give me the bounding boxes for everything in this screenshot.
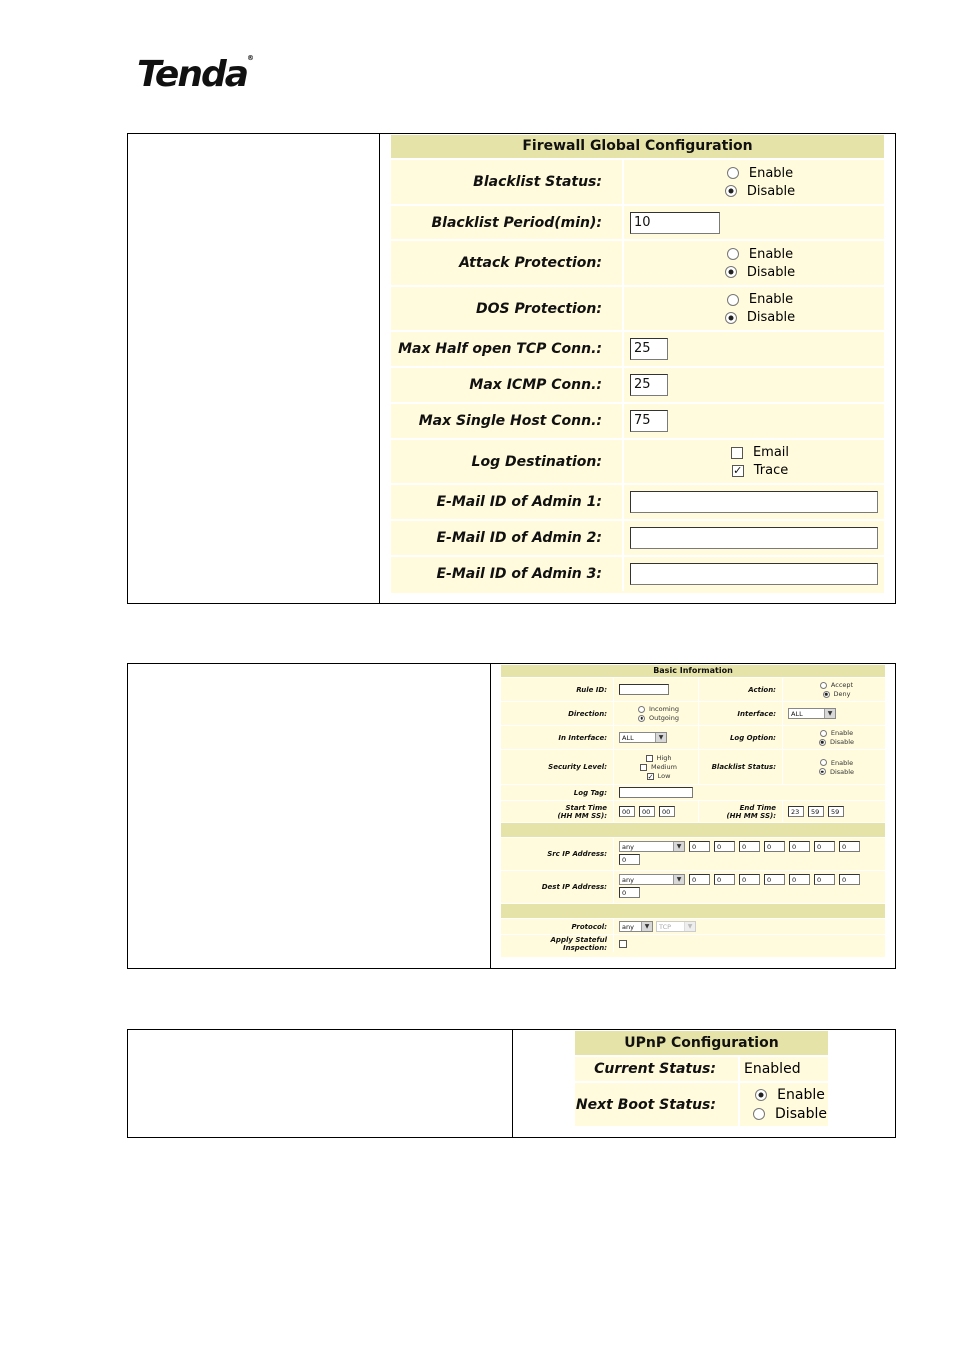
dos-disable-option[interactable]: Disable xyxy=(719,309,795,327)
chevron-down-icon[interactable]: ▼ xyxy=(641,922,652,931)
label-current-status: Current Status: xyxy=(575,1057,740,1081)
section-divider xyxy=(501,822,885,837)
checkbox-checked-icon[interactable]: ✓ xyxy=(733,463,743,477)
src-ip-octet[interactable]: 0 xyxy=(814,841,835,852)
dest-ip-octet[interactable]: 0 xyxy=(714,874,735,885)
chevron-down-icon[interactable]: ▼ xyxy=(673,842,684,851)
basic-information-panel xyxy=(501,665,885,957)
dest-ip-octet[interactable]: 0 xyxy=(814,874,835,885)
protocol-select[interactable]: any ▼ xyxy=(619,921,653,932)
blacklist-disable-option[interactable]: Disable xyxy=(719,182,795,200)
row-security-level xyxy=(501,749,885,784)
src-ip-octet[interactable]: 0 xyxy=(764,841,785,852)
label-action: Action: xyxy=(698,678,783,701)
blacklist-period-input[interactable]: 10 xyxy=(630,212,720,234)
src-ip-octet[interactable]: 0 xyxy=(714,841,735,852)
dest-ip-octet[interactable]: 0 xyxy=(619,887,640,898)
rule-id-input[interactable] xyxy=(619,684,669,695)
label-direction: Direction: xyxy=(501,702,614,725)
log-option-enable[interactable]: Enable xyxy=(820,729,853,738)
radio-icon[interactable] xyxy=(820,682,827,689)
row-email-admin3 xyxy=(391,555,884,591)
end-hh-input[interactable]: 23 xyxy=(788,806,804,817)
dos-enable-option[interactable]: Enable xyxy=(721,291,793,309)
label-in-interface: In Interface: xyxy=(501,726,614,749)
label-interface: Interface: xyxy=(698,702,783,725)
max-icmp-input[interactable]: 25 xyxy=(630,374,668,396)
row-blacklist-period xyxy=(391,204,884,239)
tenda-logo: Tenda® xyxy=(137,54,255,95)
action-deny-option[interactable]: Deny xyxy=(823,690,851,699)
upnp-config-panel xyxy=(575,1031,828,1126)
log-trace-option[interactable]: ✓ Trace xyxy=(733,463,789,478)
row-email-admin2 xyxy=(391,519,884,555)
max-half-open-input[interactable]: 25 xyxy=(630,338,668,360)
end-ss-input[interactable]: 59 xyxy=(828,806,844,817)
next-boot-enable-option[interactable]: Enable xyxy=(747,1086,825,1105)
label-rule-blacklist-status: Blacklist Status: xyxy=(698,750,783,784)
log-email-option[interactable]: Email xyxy=(725,444,789,462)
radio-icon[interactable] xyxy=(820,730,827,737)
chevron-down-icon[interactable]: ▼ xyxy=(673,875,684,884)
label-blacklist-status: Blacklist Status: xyxy=(391,160,624,204)
label-max-icmp: Max ICMP Conn.: xyxy=(391,368,624,402)
email-admin3-input[interactable] xyxy=(630,563,878,585)
row-attack-protection xyxy=(391,239,884,285)
checkbox-checked-icon[interactable]: ✓ xyxy=(647,772,654,781)
src-ip-octet[interactable]: 0 xyxy=(689,841,710,852)
radio-icon[interactable] xyxy=(753,1108,765,1120)
label-rule-id: Rule ID: xyxy=(501,678,614,701)
email-admin2-input[interactable] xyxy=(630,527,878,549)
attack-disable-option[interactable]: Disable xyxy=(719,263,795,281)
label-email-admin3: E-Mail ID of Admin 3: xyxy=(391,557,624,591)
checkbox-icon[interactable] xyxy=(640,764,647,771)
label-start-time: Start Time (HH MM SS): xyxy=(501,801,614,822)
label-dest-ip: Dest IP Address: xyxy=(501,871,614,903)
blacklist-enable-option[interactable]: Enable xyxy=(721,164,793,182)
label-blacklist-period: Blacklist Period(min): xyxy=(391,206,624,239)
label-next-boot-status: Next Boot Status: xyxy=(575,1083,740,1126)
radio-selected-icon[interactable] xyxy=(819,768,826,775)
row-max-single-host xyxy=(391,402,884,438)
rule-blacklist-enable[interactable]: Enable xyxy=(820,758,853,767)
dest-ip-octet[interactable]: 0 xyxy=(739,874,760,885)
label-max-single-host: Max Single Host Conn.: xyxy=(391,404,624,438)
start-ss-input[interactable]: 00 xyxy=(659,806,675,817)
radio-selected-icon[interactable] xyxy=(725,266,737,278)
radio-icon[interactable] xyxy=(820,759,827,766)
src-ip-octet[interactable]: 0 xyxy=(739,841,760,852)
radio-selected-icon[interactable] xyxy=(725,185,737,197)
chevron-down-icon[interactable]: ▼ xyxy=(655,733,666,742)
checkbox-icon[interactable] xyxy=(646,755,653,762)
row-next-boot-status xyxy=(575,1081,828,1126)
next-boot-disable-option[interactable]: Disable xyxy=(745,1105,827,1124)
src-ip-octet[interactable]: 0 xyxy=(839,841,860,852)
radio-icon[interactable] xyxy=(638,706,645,713)
chevron-down-icon[interactable]: ▼ xyxy=(684,922,695,931)
stateful-checkbox[interactable] xyxy=(619,940,627,948)
section-divider xyxy=(501,903,885,918)
chevron-down-icon[interactable]: ▼ xyxy=(824,709,835,718)
label-stateful: Apply Stateful Inspection: xyxy=(501,935,614,952)
row-dest-ip xyxy=(501,870,885,903)
dest-ip-octet[interactable]: 0 xyxy=(789,874,810,885)
row-max-icmp xyxy=(391,366,884,402)
label-email-admin1: E-Mail ID of Admin 1: xyxy=(391,485,624,519)
label-email-admin2: E-Mail ID of Admin 2: xyxy=(391,521,624,555)
radio-selected-icon[interactable] xyxy=(819,739,826,746)
end-mm-input[interactable]: 59 xyxy=(808,806,824,817)
label-security-level: Security Level: xyxy=(501,750,614,784)
security-high-option[interactable]: High xyxy=(646,754,672,763)
radio-icon[interactable] xyxy=(727,248,739,260)
security-medium-option[interactable]: Medium xyxy=(640,763,677,772)
src-ip-octet[interactable]: 0 xyxy=(789,841,810,852)
label-dos-protection: DOS Protection: xyxy=(391,287,624,330)
radio-icon[interactable] xyxy=(727,167,739,179)
row-stateful xyxy=(501,934,885,952)
label-end-time: End Time (HH MM SS): xyxy=(698,801,783,822)
max-single-host-input[interactable]: 75 xyxy=(630,410,668,432)
log-option-disable[interactable]: Disable xyxy=(819,738,854,747)
panel-title: Firewall Global Configuration xyxy=(391,135,884,158)
action-accept-option[interactable]: Accept xyxy=(820,681,853,690)
src-ip-octet[interactable]: 0 xyxy=(619,854,640,865)
label-protocol: Protocol: xyxy=(501,919,614,934)
row-protocol xyxy=(501,918,885,934)
row-dos-protection xyxy=(391,285,884,330)
direction-incoming-option[interactable]: Incoming xyxy=(638,705,679,714)
row-in-interface xyxy=(501,725,885,749)
label-log-tag: Log Tag: xyxy=(501,785,614,800)
row-log-tag xyxy=(501,784,885,800)
row-rule-id xyxy=(501,677,885,701)
panel-title: UPnP Configuration xyxy=(575,1031,828,1055)
row-max-half-open xyxy=(391,330,884,366)
label-log-option: Log Option: xyxy=(698,726,783,749)
log-tag-input[interactable] xyxy=(619,787,693,798)
attack-enable-option[interactable]: Enable xyxy=(721,245,793,263)
in-interface-select[interactable]: ALL ▼ xyxy=(619,732,667,743)
label-src-ip: Src IP Address: xyxy=(501,838,614,870)
current-status-value: Enabled xyxy=(744,1061,801,1077)
row-log-destination xyxy=(391,438,884,483)
label-log-destination: Log Destination: xyxy=(391,440,624,483)
email-admin1-input[interactable] xyxy=(630,491,878,513)
src-ip-type-select[interactable]: any ▼ xyxy=(619,841,685,852)
radio-selected-icon[interactable] xyxy=(755,1089,767,1101)
row-direction xyxy=(501,701,885,725)
radio-selected-icon[interactable] xyxy=(638,715,645,722)
panel-title: Basic Information xyxy=(501,665,885,677)
row-email-admin1 xyxy=(391,483,884,519)
dest-ip-octet[interactable]: 0 xyxy=(689,874,710,885)
checkbox-icon[interactable] xyxy=(731,447,743,459)
radio-selected-icon[interactable] xyxy=(725,312,737,324)
row-blacklist-status xyxy=(391,158,884,204)
dest-ip-octet[interactable]: 0 xyxy=(764,874,785,885)
start-mm-input[interactable]: 00 xyxy=(639,806,655,817)
direction-outgoing-option[interactable]: Outgoing xyxy=(638,714,679,723)
protocol-sub-select[interactable]: TCP ▼ xyxy=(656,921,696,932)
dest-ip-octet[interactable]: 0 xyxy=(839,874,860,885)
row-current-status xyxy=(575,1055,828,1081)
rule-blacklist-disable[interactable]: Disable xyxy=(819,767,854,776)
interface-select[interactable]: ALL ▼ xyxy=(788,708,836,719)
label-attack-protection: Attack Protection: xyxy=(391,241,624,285)
firewall-global-config-panel xyxy=(391,135,884,593)
label-max-half-open: Max Half open TCP Conn.: xyxy=(391,332,624,366)
dest-ip-type-select[interactable]: any ▼ xyxy=(619,874,685,885)
row-src-ip xyxy=(501,837,885,870)
start-hh-input[interactable]: 00 xyxy=(619,806,635,817)
radio-selected-icon[interactable] xyxy=(823,691,830,698)
radio-icon[interactable] xyxy=(727,294,739,306)
row-time xyxy=(501,800,885,822)
security-low-option[interactable]: ✓ Low xyxy=(647,772,671,781)
